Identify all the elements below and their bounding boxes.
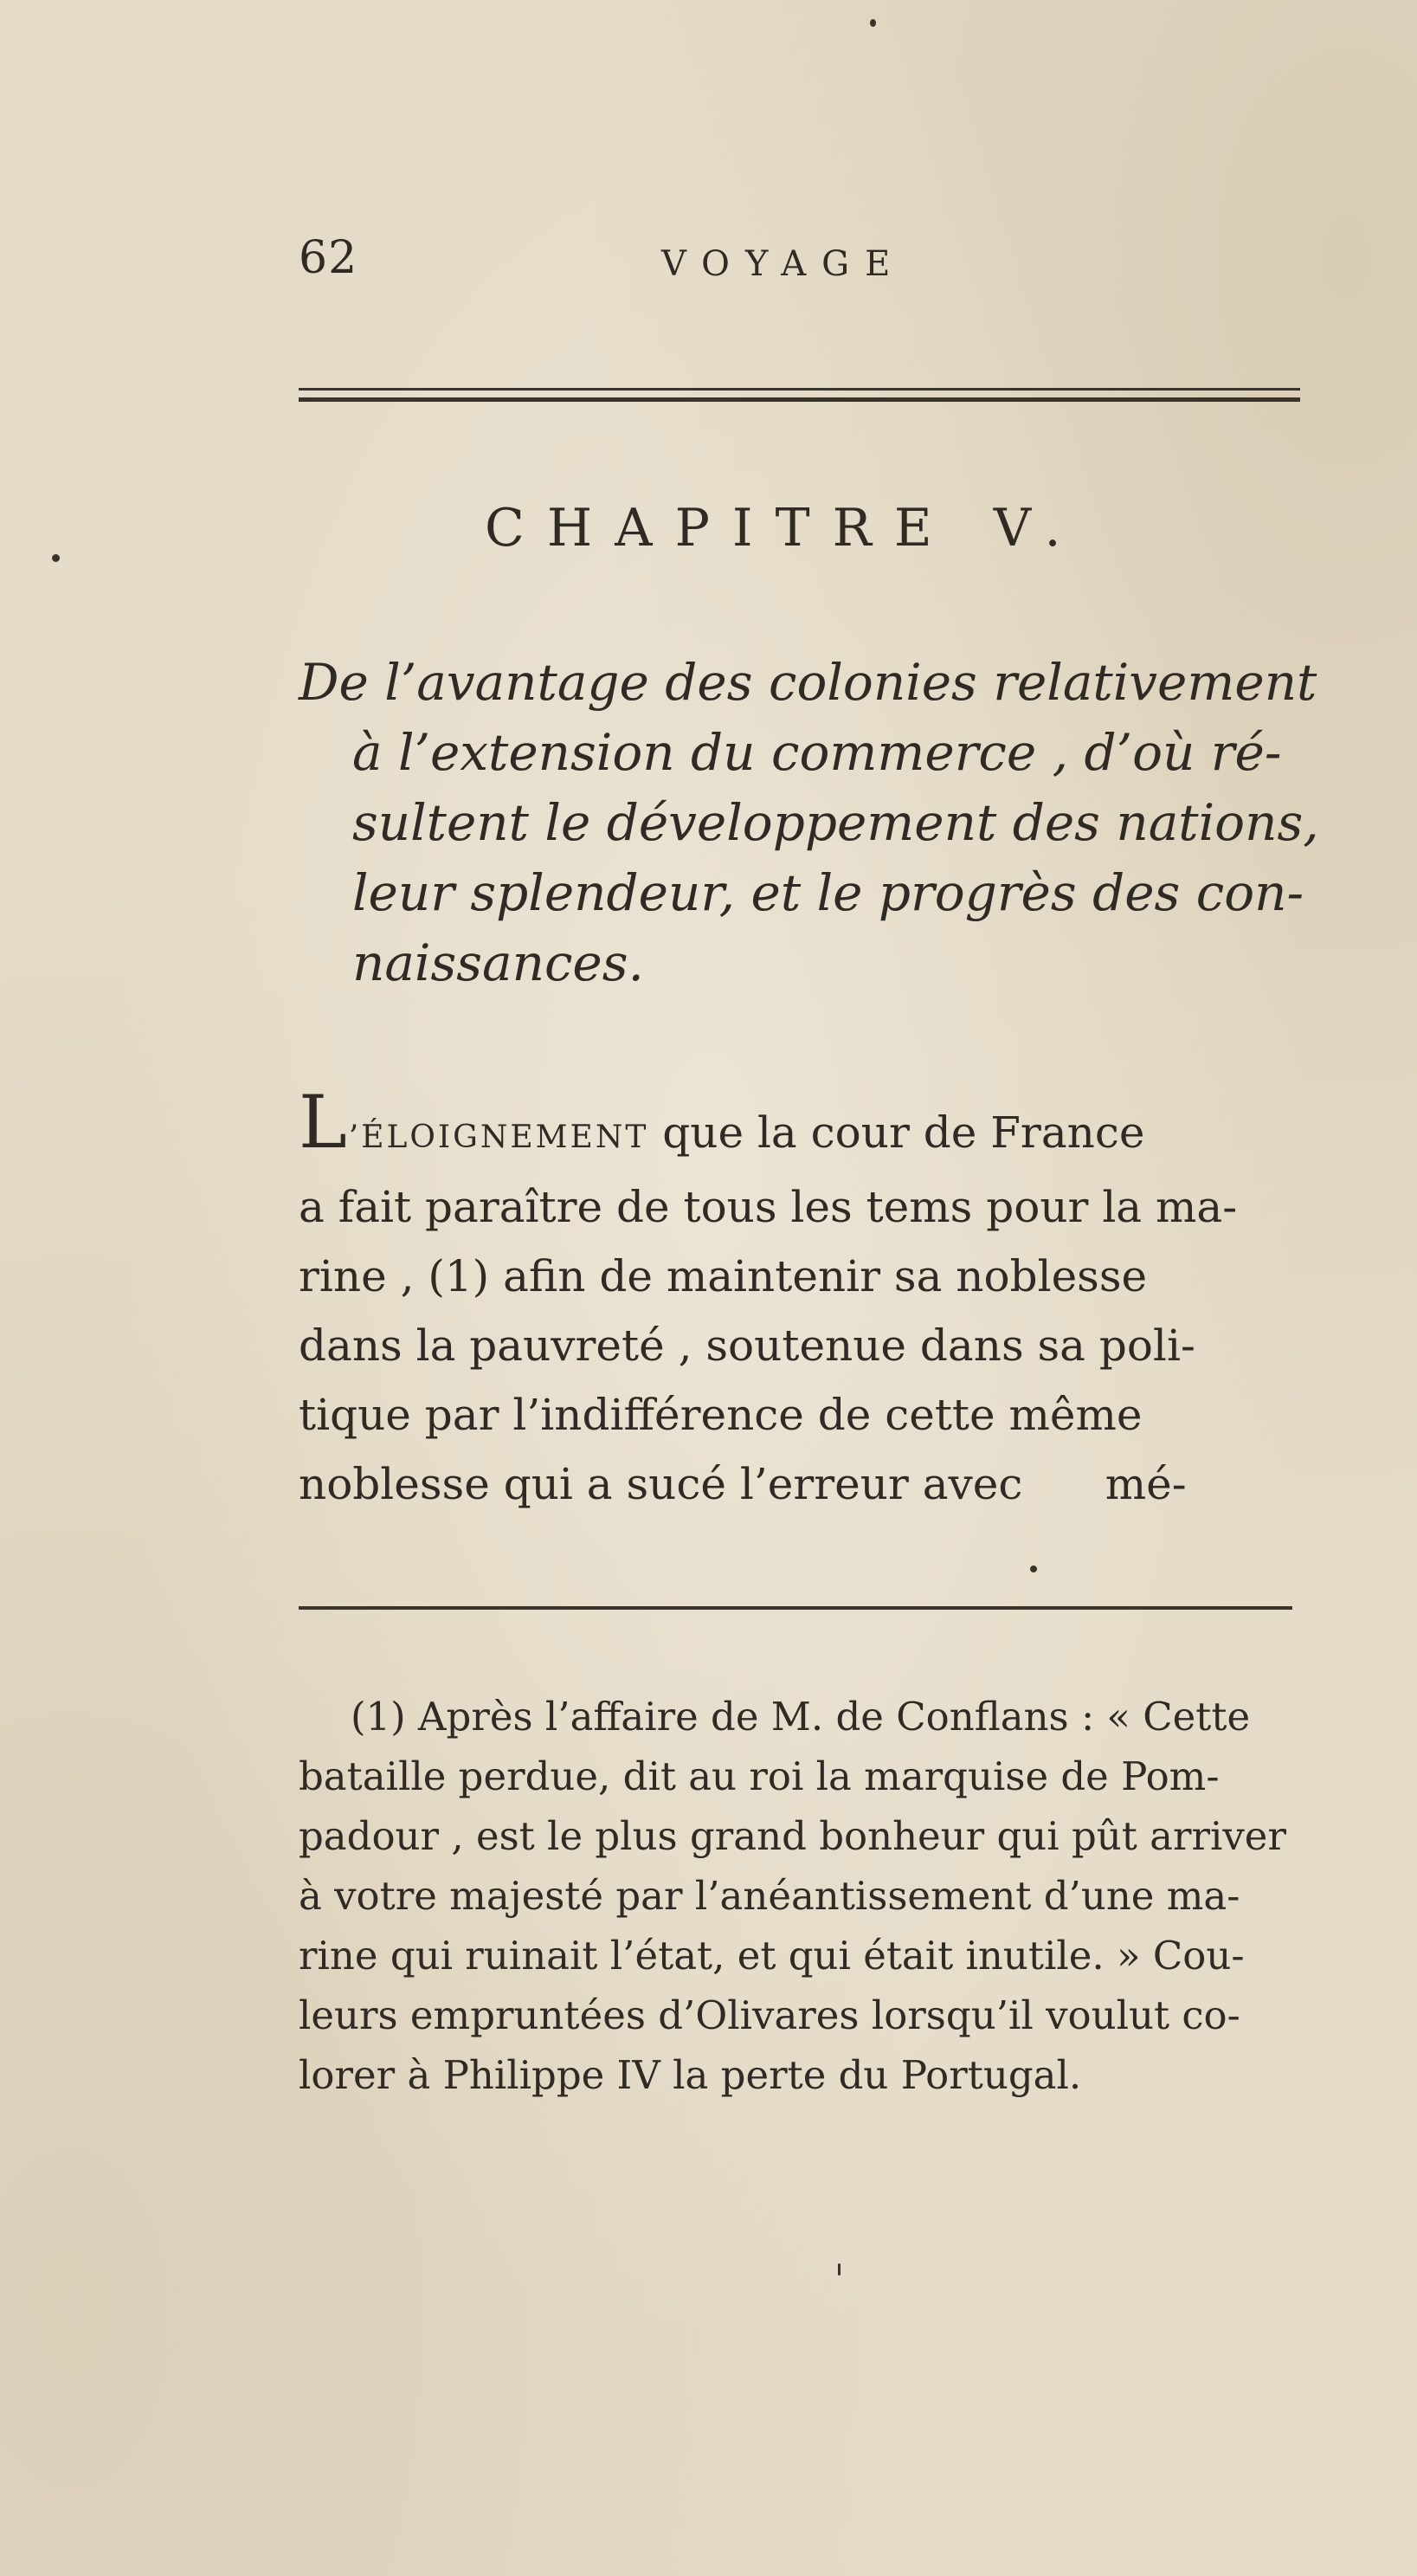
footnote-line: à votre majesté par l’anéantissement d’une ma- [299,1873,1240,1919]
paper-speck [870,19,876,27]
chapter-title: CHAPITRE V. [485,498,1084,558]
footnote-line: (1) Après l’affaire de M. de Conflans : « Cette [351,1694,1251,1740]
summary-line: sultent le développement des nations, [352,793,1319,852]
summary-line: De l’avantage des colonies relativement [299,653,1317,712]
header-rule-thick [299,397,1300,402]
body-line [299,1080,1307,1172]
paper-speck [1030,1566,1037,1572]
running-title: VOYAGE [661,244,906,284]
footnote [299,1687,1303,2105]
footnote-line: padour , est le plus grand bonheur qui pût arriver [299,1813,1286,1859]
summary-line: à l’extension du commerce , d’où ré- [352,723,1282,782]
summary-line: naissances. [352,933,644,992]
chapter-summary [299,648,1329,998]
footnote-rule [299,1606,1292,1610]
page-number: 62 [299,232,358,284]
footnote-line: leurs empruntées d’Olivares lorsqu’il voulut co- [299,1992,1240,2038]
drop-cap: L [299,1080,349,1165]
opening-word: ’ÉLOIGNEMENT [348,1120,649,1155]
body-line: rine , (1) afin de maintenir sa noblesse [299,1251,1148,1301]
paper-speck [52,554,60,562]
body-line: tique par l’indifférence de cette même [299,1390,1143,1440]
summary-line: leur splendeur, et le progrès des con- [352,863,1304,922]
paper-speck [838,2263,841,2276]
footnote-line: bataille perdue, dit au roi la marquise de Pom- [299,1753,1220,1799]
first-line-rest: que la cour de France [662,1107,1145,1158]
body-line: a fait paraître de tous les tems pour la ma- [299,1182,1238,1232]
body-line: dans la pauvreté , soutenue dans sa poli- [299,1320,1195,1371]
body-paragraph [299,1080,1307,1519]
footnote-line: rine qui ruinait l’état, et qui était inutile. » Cou- [299,1933,1245,1979]
header-rule-thin [299,388,1300,391]
footnote-line: lorer à Philippe IV la perte du Portugal. [299,2052,1082,2098]
body-line: noblesse qui a sucé l’erreur avec mé- [299,1459,1187,1509]
